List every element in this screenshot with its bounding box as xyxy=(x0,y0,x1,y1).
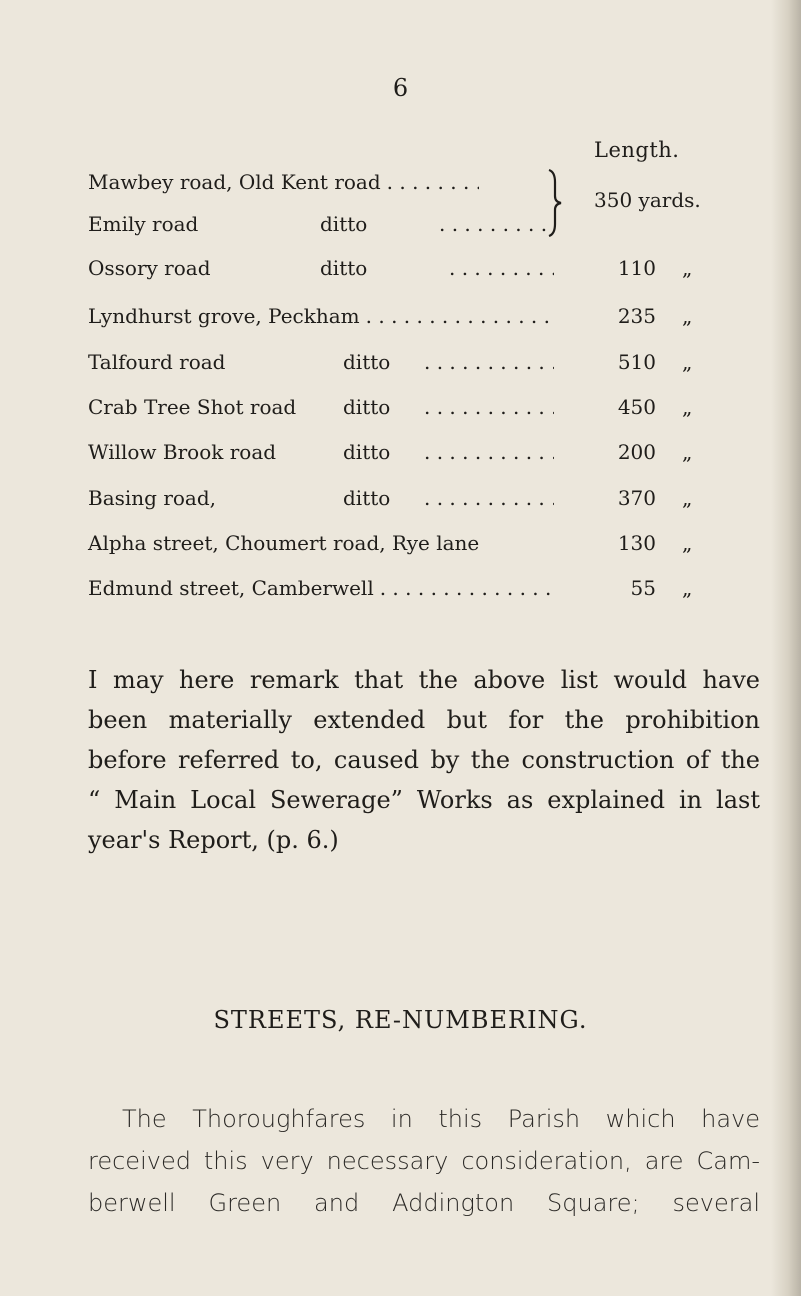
length-value: 200 xyxy=(617,440,656,464)
street-district: ditto xyxy=(320,256,368,280)
street-district: ditto xyxy=(343,395,391,419)
table-row xyxy=(88,350,558,380)
length-value: 450 xyxy=(617,395,656,419)
ditto-mark: „ xyxy=(682,440,693,464)
body-paragraph xyxy=(88,1098,760,1224)
ditto-mark: „ xyxy=(682,304,693,328)
dot-leader xyxy=(424,395,554,419)
table-row xyxy=(88,212,558,242)
grouping-brace xyxy=(546,168,562,238)
dot-leader xyxy=(387,170,479,194)
length-column-header: Length. xyxy=(594,138,680,162)
dot-leader xyxy=(366,304,558,328)
table-row xyxy=(88,170,558,200)
street-name: Crab Tree Shot road xyxy=(88,395,297,419)
street-district: ditto xyxy=(343,486,391,510)
length-value: 130 xyxy=(617,531,656,555)
paragraph-line: year's Report, (p. 6.) xyxy=(88,826,339,854)
ditto-mark: „ xyxy=(682,350,693,374)
paragraph-line: The Thoroughfares in this Parish which have xyxy=(122,1105,760,1133)
paragraph-line: received this very necessary consideration, are Cam- xyxy=(88,1147,760,1175)
table-row xyxy=(88,395,558,425)
paragraph-line: before referred to, caused by the construction of the xyxy=(88,746,760,774)
dot-leader xyxy=(439,212,549,236)
grouped-length: 350 yards. xyxy=(594,188,701,212)
ditto-mark: „ xyxy=(682,576,693,600)
street-name: Ossory road xyxy=(88,256,211,280)
ditto-mark: „ xyxy=(682,395,693,419)
dot-leader xyxy=(449,256,554,280)
length-value: 55 xyxy=(630,576,656,600)
dot-leader xyxy=(380,576,558,600)
street-name: Talfourd road xyxy=(88,350,226,374)
dot-leader xyxy=(424,440,554,464)
table-row xyxy=(88,304,558,334)
street-name: Lyndhurst grove, Peckham xyxy=(88,304,360,328)
street-district: ditto xyxy=(343,440,391,464)
ditto-mark: „ xyxy=(682,486,693,510)
dot-leader xyxy=(424,350,554,374)
street-name: Emily road xyxy=(88,212,199,236)
paragraph-line: “ Main Local Sewerage” Works as explained in last xyxy=(88,786,760,814)
page-number: 6 xyxy=(392,74,409,102)
street-name: Mawbey road, Old Kent road xyxy=(88,170,381,194)
street-district: ditto xyxy=(320,212,368,236)
paragraph-line: I may here remark that the above list would have xyxy=(88,666,760,694)
street-name: Basing road, xyxy=(88,486,217,510)
table-row xyxy=(88,440,558,470)
table-row xyxy=(88,486,558,516)
table-row xyxy=(88,531,578,561)
street-district: ditto xyxy=(343,350,391,374)
length-value: 510 xyxy=(617,350,656,374)
paragraph-line: been materially extended but for the prohibition xyxy=(88,706,760,734)
ditto-mark: „ xyxy=(682,531,693,555)
page-edge xyxy=(771,0,801,1296)
paragraph-line: berwell Green and Addington Square; several xyxy=(88,1189,760,1217)
section-heading: STREETS, RE-NUMBERING. xyxy=(213,1006,588,1034)
remark-paragraph xyxy=(88,660,760,860)
dot-leader xyxy=(424,486,554,510)
ditto-mark: „ xyxy=(682,256,693,280)
length-value: 110 xyxy=(617,256,656,280)
table-row xyxy=(88,256,558,286)
street-name: Alpha street, Choumert road, Rye lane xyxy=(88,531,480,555)
length-value: 235 xyxy=(617,304,656,328)
length-value: 370 xyxy=(617,486,656,510)
table-row xyxy=(88,576,558,606)
street-name: Willow Brook road xyxy=(88,440,277,464)
street-name: Edmund street, Camberwell xyxy=(88,576,374,600)
